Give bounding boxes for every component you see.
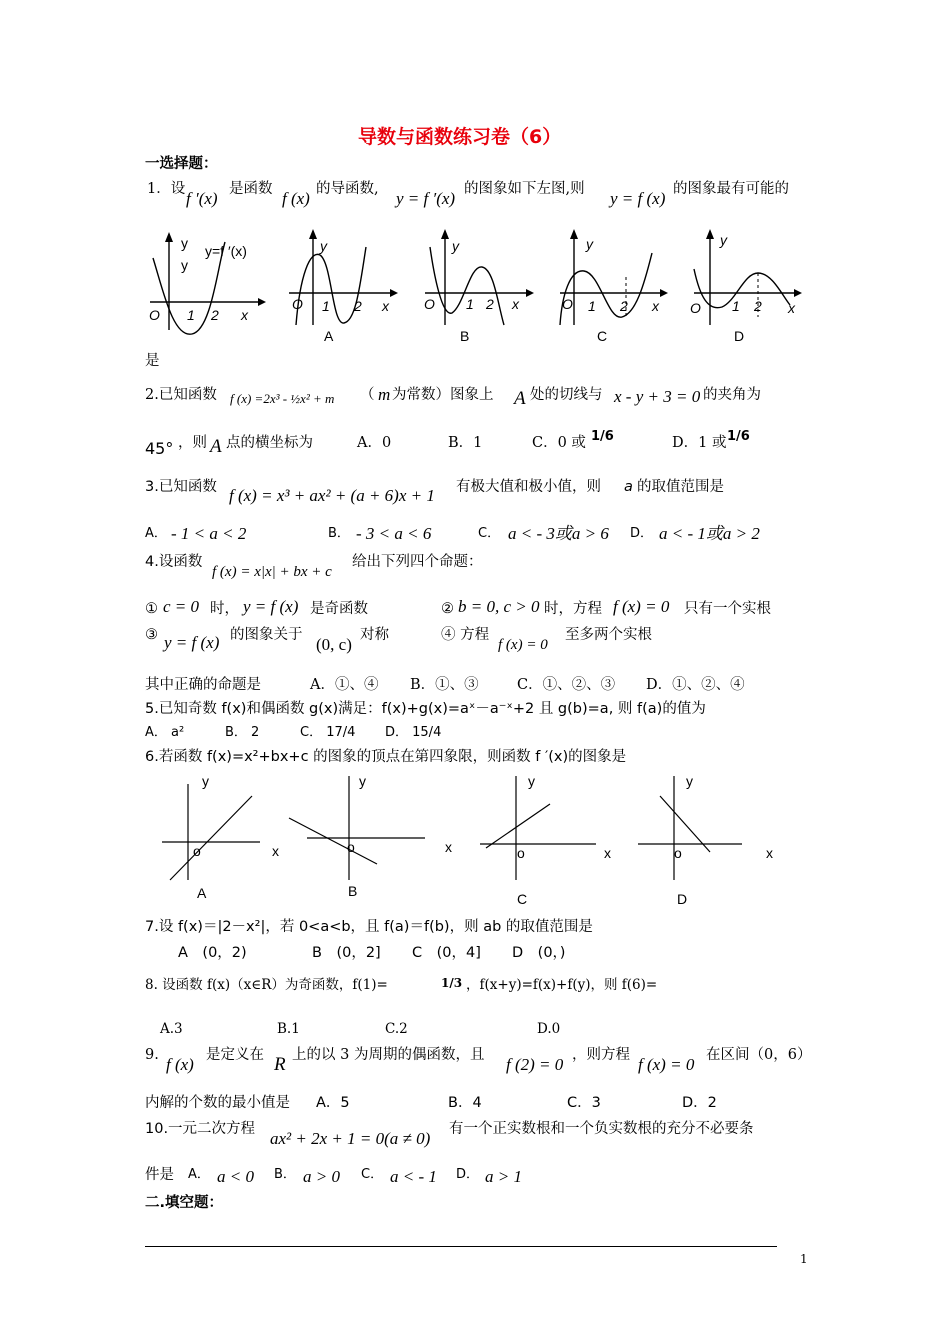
q8-text: ，f(x+y)=f(x)+f(y)，则 f(6)= [466,977,658,993]
tick-label: 2 [354,298,362,314]
q4-text: 4.设函数 [145,554,203,570]
q2-math: f (x) =2x³ - ½x² + m [230,391,335,406]
q1-text: 的图象最有可能的 [673,181,789,197]
q1-text: 是函数 [229,181,273,197]
q4-prop-3: ③ [145,627,158,643]
page-number: 1 [800,1252,808,1266]
q1-math: y = f ′(x) [396,189,456,208]
axis-label: x [382,298,389,314]
q10-option-a[interactable]: a < 0 [217,1167,254,1186]
option-label: D [734,328,745,344]
q2-text: 为常数）图象上 [392,387,494,403]
axis-label: x [272,843,279,859]
q7-option-a[interactable]: A (0，2) [178,945,247,961]
q1-math: f (x) [282,189,310,208]
q4-math: f (x) = 0 [498,637,548,653]
q8-option-a[interactable]: A.3 [160,1021,183,1037]
option-label: A [324,328,334,344]
curve-label: y=f ′(x) [205,243,247,259]
q7-option-b[interactable]: B (0，2] [312,945,381,961]
q10-option-d[interactable]: a > 1 [485,1167,522,1186]
axis-label: y [586,236,593,252]
q9-text: 是定义在 [206,1047,264,1063]
q4-text: 的图象关于 [230,627,303,643]
q2-math: m [378,385,391,404]
q3-option-c-label[interactable]: C． [478,526,501,541]
q2-fraction: 1/6 [591,429,614,444]
q2-text: 处的切线与 [530,387,603,403]
q10-option-b[interactable]: a > 0 [303,1167,340,1186]
q3-text: 有极大值和极小值，则 [456,479,601,495]
q9-text: 9. [145,1047,159,1063]
q4-text: 对称 [360,627,389,643]
q1-derivative-graph [145,230,270,340]
q5-text: 5.已知奇数 f(x)和偶函数 g(x)满足：f(x)+g(x)=aˣ－a⁻ˣ+2 且 g(b)=a, 则 f(a)的值为 [145,701,706,717]
section-choice-heading: 一选择题： [145,156,218,172]
q8-option-d[interactable]: D.0 [537,1021,561,1037]
q10-text: 有一个正实数根和一个负实数根的充分不必要条 [449,1121,754,1137]
axis-label: x [241,307,248,323]
q6-option-c-graph[interactable] [470,770,620,910]
axis-label: y [181,235,188,251]
q4-prop-4: ④ 方程 [441,627,490,643]
q4-option-a[interactable]: A．①、④ [310,677,379,693]
q9-text: ，则方程 [572,1047,630,1063]
q1-option-d-graph[interactable] [690,225,810,350]
q6-option-a-graph[interactable] [150,770,290,910]
q3-option-d[interactable]: a < - 1或a > 2 [659,524,760,543]
q2-option-d[interactable]: D．1 或 [672,435,727,451]
q2-fraction: 1/6 [727,429,750,444]
q5-option-c[interactable]: C． 17/4 [300,725,356,740]
origin-label: O [562,296,573,312]
q3-math: a [624,479,633,495]
q3-option-c[interactable]: a < - 3或a > 6 [508,524,609,543]
q4-math: y = f (x) [164,633,220,652]
q9-math: f (2) = 0 [506,1055,564,1074]
q3-option-b[interactable]: - 3 < a < 6 [356,524,432,543]
q5-option-b[interactable]: B． 2 [225,725,260,740]
q7-option-c[interactable]: C (0，4] [412,945,481,961]
tick-label: 1 [732,298,740,314]
q9-option-b[interactable]: B．4 [448,1095,482,1111]
axis-label: y [686,773,693,789]
q9-option-d[interactable]: D．2 [682,1095,717,1111]
q2-option-c[interactable]: C．0 或 [532,435,586,451]
q9-math: f (x) [166,1055,194,1074]
q9-text: 上的以 3 为周期的偶函数，且 [292,1047,485,1063]
q2-text: ，则 [178,435,207,451]
q6-option-b-graph[interactable] [285,770,465,910]
q3-text: 的取值范围是 [637,479,724,495]
tick-label: 1 [466,296,474,312]
q10-option-a-label[interactable]: A． [188,1167,210,1182]
q4-math: b = 0, c > 0 [458,597,540,616]
axis-label: x [652,298,659,314]
option-label: B [348,883,358,899]
q10-option-c-label[interactable]: C． [361,1167,384,1182]
tick-label: 2 [620,298,628,314]
tick-label: 2 [211,307,219,323]
q8-text: 8. 设函数 f(x)（x∈R）为奇函数，f(1)= [145,977,388,993]
axis-label: y [359,773,366,789]
tick-label: 1 [588,298,596,314]
option-label: C [597,328,608,344]
q6-text: 6.若函数 f(x)=x²+bx+c 的图象的顶点在第四象限，则函数 f ′(x)的图象是 [145,749,627,765]
origin-label: O [149,307,160,323]
q10-option-c[interactable]: a < - 1 [390,1167,437,1186]
tick-label: 1 [322,298,330,314]
q10-math: ax² + 2x + 1 = 0(a ≠ 0) [270,1129,431,1148]
q10-text: 10.一元二次方程 [145,1121,256,1137]
q4-prop-2: ② [441,601,454,617]
section-fill-heading: 二.填空题： [145,1195,224,1211]
q9-math: R [274,1054,286,1075]
tick-label: 1 [187,307,195,323]
q3-option-d-label[interactable]: D． [630,526,654,541]
origin-label: O [424,296,435,312]
q2-math: 45° [145,439,174,458]
q2-math: x - y + 3 = 0 [614,387,701,406]
q3-math: f (x) = x³ + ax² + (a + 6)x + 1 [229,486,435,505]
q7-option-d[interactable]: D (0，) [512,945,566,961]
axis-label: y [452,238,459,254]
q4-text: 至多两个实根 [565,627,652,643]
q4-text: 只有一个实根 [684,601,771,617]
q9-option-a[interactable]: A．5 [316,1095,350,1111]
q4-text: 时， [210,601,239,617]
q6-option-d-graph[interactable] [630,770,780,910]
axis-label: x [604,845,611,861]
q5-option-a[interactable]: A． a² [145,725,185,740]
q4-text: 给出下列四个命题： [352,554,483,570]
q9-text: 在区间（0，6） [706,1047,812,1063]
footer-rule [145,1246,777,1247]
q4-option-b[interactable]: B．①、③ [410,677,479,693]
q4-text: 是奇函数 [310,601,368,617]
q9-option-c[interactable]: C．3 [567,1095,601,1111]
axis-label: x [512,296,519,312]
q7-text: 7.设 f(x)＝|2－x²|，若 0<a<b，且 f(a)＝f(b)，则 ab 的取值范围是 [145,919,593,935]
q10-option-d-label[interactable]: D． [456,1167,480,1182]
q1-option-a-graph[interactable] [284,225,404,350]
q3-option-a[interactable]: - 1 < a < 2 [171,524,247,543]
tick-label: 2 [486,296,494,312]
axis-label: y [202,773,209,789]
q1-math: f ′(x) [186,189,218,208]
q9-math: f (x) = 0 [638,1055,695,1074]
option-label: C [517,891,528,907]
option-label: A [197,885,207,901]
q8-fraction: 1/3 [441,976,463,990]
q5-option-d[interactable]: D． 15/4 [385,725,442,740]
q1-text: 的图象如下左图,则 [464,181,585,197]
origin-label: o [517,845,525,861]
q2-option-b[interactable]: B．1 [448,435,483,451]
q4-math: f (x) = x|x| + bx + c [212,564,332,580]
q3-text: 3.已知函数 [145,479,217,495]
axis-label: y [528,773,535,789]
q2-option-a[interactable]: A．0 [357,435,392,451]
q2-text: 的夹角为 [703,387,761,403]
q10-option-b-label[interactable]: B． [274,1167,296,1182]
origin-label: o [674,845,682,861]
axis-label: x [766,845,773,861]
q10-text: 件是 [145,1167,174,1183]
q2-text: 点的横坐标为 [226,435,313,451]
q1-option-b-graph[interactable] [420,225,540,350]
tick-label: 2 [754,298,762,314]
q8-option-b[interactable]: B.1 [277,1021,300,1037]
q2-math: A [210,436,222,457]
option-label: B [460,328,470,344]
q4-math: (0, c) [316,635,352,654]
q8-option-c[interactable]: C.2 [385,1021,408,1037]
q4-text: 时，方程 [544,601,602,617]
q1-text: 1．设 [147,181,186,197]
q3-option-b-label[interactable]: B． [328,526,350,541]
axis-label: y [720,232,727,248]
q4-math: c = 0 [163,597,200,616]
q9-text: 内解的个数的最小值是 [145,1095,290,1111]
q1-text: 是 [145,353,160,369]
q4-math: f (x) = 0 [613,597,670,616]
q4-option-d[interactable]: D．①、②、④ [646,677,745,693]
axis-label: x [788,300,795,316]
q1-option-c-graph[interactable] [556,225,676,350]
origin-label: O [690,300,701,316]
axis-label: y [320,238,327,254]
axis-label: y [181,257,188,273]
q2-text: 2.已知函数 [145,387,217,403]
q4-prop-1: ① [145,601,158,617]
q2-text: （ [360,387,375,403]
page-title: 导数与函数练习卷（6） [358,126,562,148]
q4-option-c[interactable]: C．①、②、③ [517,677,616,693]
origin-label: O [292,296,303,312]
q1-text: 的导函数, [316,181,379,197]
origin-label: o [347,839,355,855]
origin-label: o [193,843,201,859]
q2-math: A [514,388,526,409]
q4-text: 其中正确的命题是 [145,677,261,693]
q4-math: y = f (x) [243,597,299,616]
option-label: D [677,891,688,907]
q3-option-a-label[interactable]: A． [145,526,167,541]
axis-label: x [445,839,452,855]
q1-math: y = f (x) [610,189,666,208]
